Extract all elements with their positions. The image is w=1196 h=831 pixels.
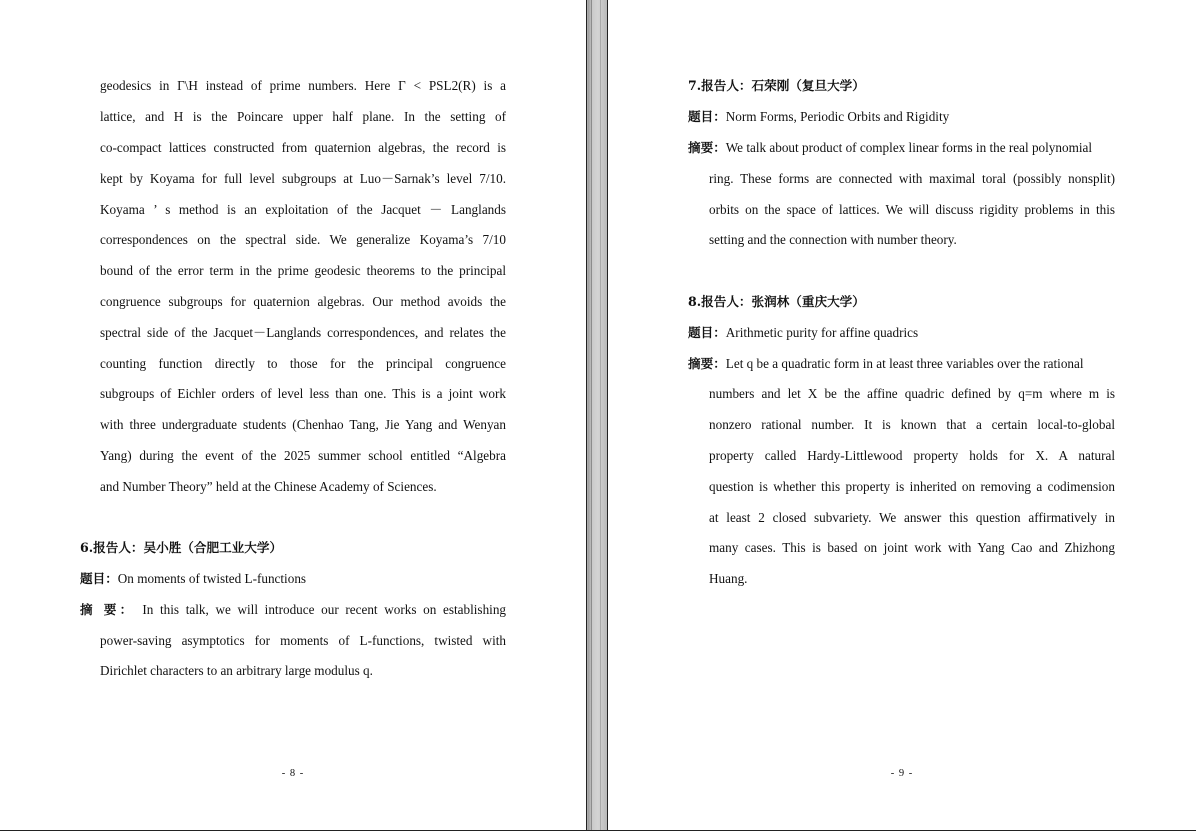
body-text-line: with three undergraduate students (Chenhao Tang, Jie Yang and Wenyan (100, 417, 506, 432)
body-text-line: co-compact lattices constructed from quaternion algebras, the record is (100, 140, 506, 155)
abstract-line: many cases. This is based on joint work with Yang Cao and Zhizhong (709, 540, 1115, 555)
abstract-text: In this talk, we will introduce our recent works on establishing (142, 602, 506, 617)
body-text-line: bound of the error term in the prime geodesic theorems to the principal (100, 263, 506, 278)
title-label: 题目： (688, 325, 726, 340)
abstract-line: Huang. (709, 571, 748, 586)
body-text-line: correspondences on the spectral side. We generalize Koyama’s 7/10 (100, 232, 506, 247)
talk-7-heading: 7.报告人：石荣刚（复旦大学） (688, 78, 865, 93)
document-page-8 (0, 0, 587, 830)
talk-6-heading: 6.报告人：吴小胜（合肥工业大学） (80, 540, 283, 555)
body-text-line: counting function directly to those for the principal congruence (100, 356, 506, 371)
body-text-line: congruence subgroups for quaternion algebras. Our method avoids the (100, 294, 506, 309)
body-text-line: Koyama ’ s method is an exploitation of the Jacquet － Langlands (100, 202, 506, 217)
body-text-line: subgroups of Eichler orders of level less than one. This is a joint work (100, 386, 506, 401)
body-text-line: spectral side of the Jacquet－Langlands correspondences, and relates the (100, 325, 506, 340)
body-text-line: kept by Koyama for full level subgroups at Luo－Sarnak’s level 7/10. (100, 171, 506, 186)
abstract-line: orbits on the space of lattices. We will discuss rigidity problems in this (709, 202, 1115, 217)
abstract-line: nonzero rational number. It is known that a certain local-to-global (709, 417, 1115, 432)
body-text-line: lattice, and H is the Poincare upper half plane. In the setting of (100, 109, 506, 124)
abstract-line: at least 2 closed subvariety. We answer this question affirmatively in (709, 510, 1115, 525)
abstract-line: Dirichlet characters to an arbitrary large modulus q. (100, 663, 373, 678)
abstract-label: 摘要： (688, 140, 726, 155)
talk-6-title: On moments of twisted L-functions (117, 571, 307, 586)
abstract-line: setting and the connection with number theory. (709, 232, 957, 247)
abstract-label: 摘 要： (80, 602, 136, 617)
talk-8-title-row (688, 317, 1118, 348)
talk-6-abstract-first-line (80, 594, 506, 625)
abstract-label: 摘要： (688, 356, 726, 371)
talk-8-abstract-first-line (688, 348, 1115, 379)
talk-8-heading: 8.报告人：张润林（重庆大学） (688, 294, 865, 309)
abstract-line: numbers and let X be the affine quadric defined by q=m where m is (709, 386, 1115, 401)
body-text-line: and Number Theory” held at the Chinese Academy of Sciences. (100, 479, 437, 494)
abstract-line: power-saving asymptotics for moments of L-functions, twisted with (100, 633, 506, 648)
abstract-line: ring. These forms are connected with maximal toral (possibly nonsplit) (709, 171, 1115, 186)
talk-7-abstract-first-line (688, 132, 1115, 163)
page-number: - 9 - (890, 768, 914, 779)
abstract-text: We talk about product of complex linear forms in the real polynomial (725, 140, 1093, 155)
abstract-line: question is whether this property is inherited on removing a codimension (709, 479, 1115, 494)
body-text-line: geodesics in Γ\H instead of prime numbers. Here Γ < PSL2(R) is a (100, 78, 506, 93)
body-text-line: Yang) during the event of the 2025 summer school entitled “Algebra (100, 448, 506, 463)
talk-6-title-row (80, 563, 510, 594)
title-label: 题目： (80, 571, 118, 586)
talk-7-title-row (688, 101, 1118, 132)
talk-7-title: Norm Forms, Periodic Orbits and Rigidity (725, 109, 950, 124)
talk-8-title: Arithmetic purity for affine quadrics (725, 325, 919, 340)
page-gutter (588, 0, 607, 831)
abstract-text: Let q be a quadratic form in at least three variables over the rational (725, 356, 1084, 371)
page-number: - 8 - (281, 768, 305, 779)
abstract-line: property called Hardy-Littlewood property holds for X. A natural (709, 448, 1115, 463)
document-page-9 (607, 0, 1196, 830)
title-label: 题目： (688, 109, 726, 124)
